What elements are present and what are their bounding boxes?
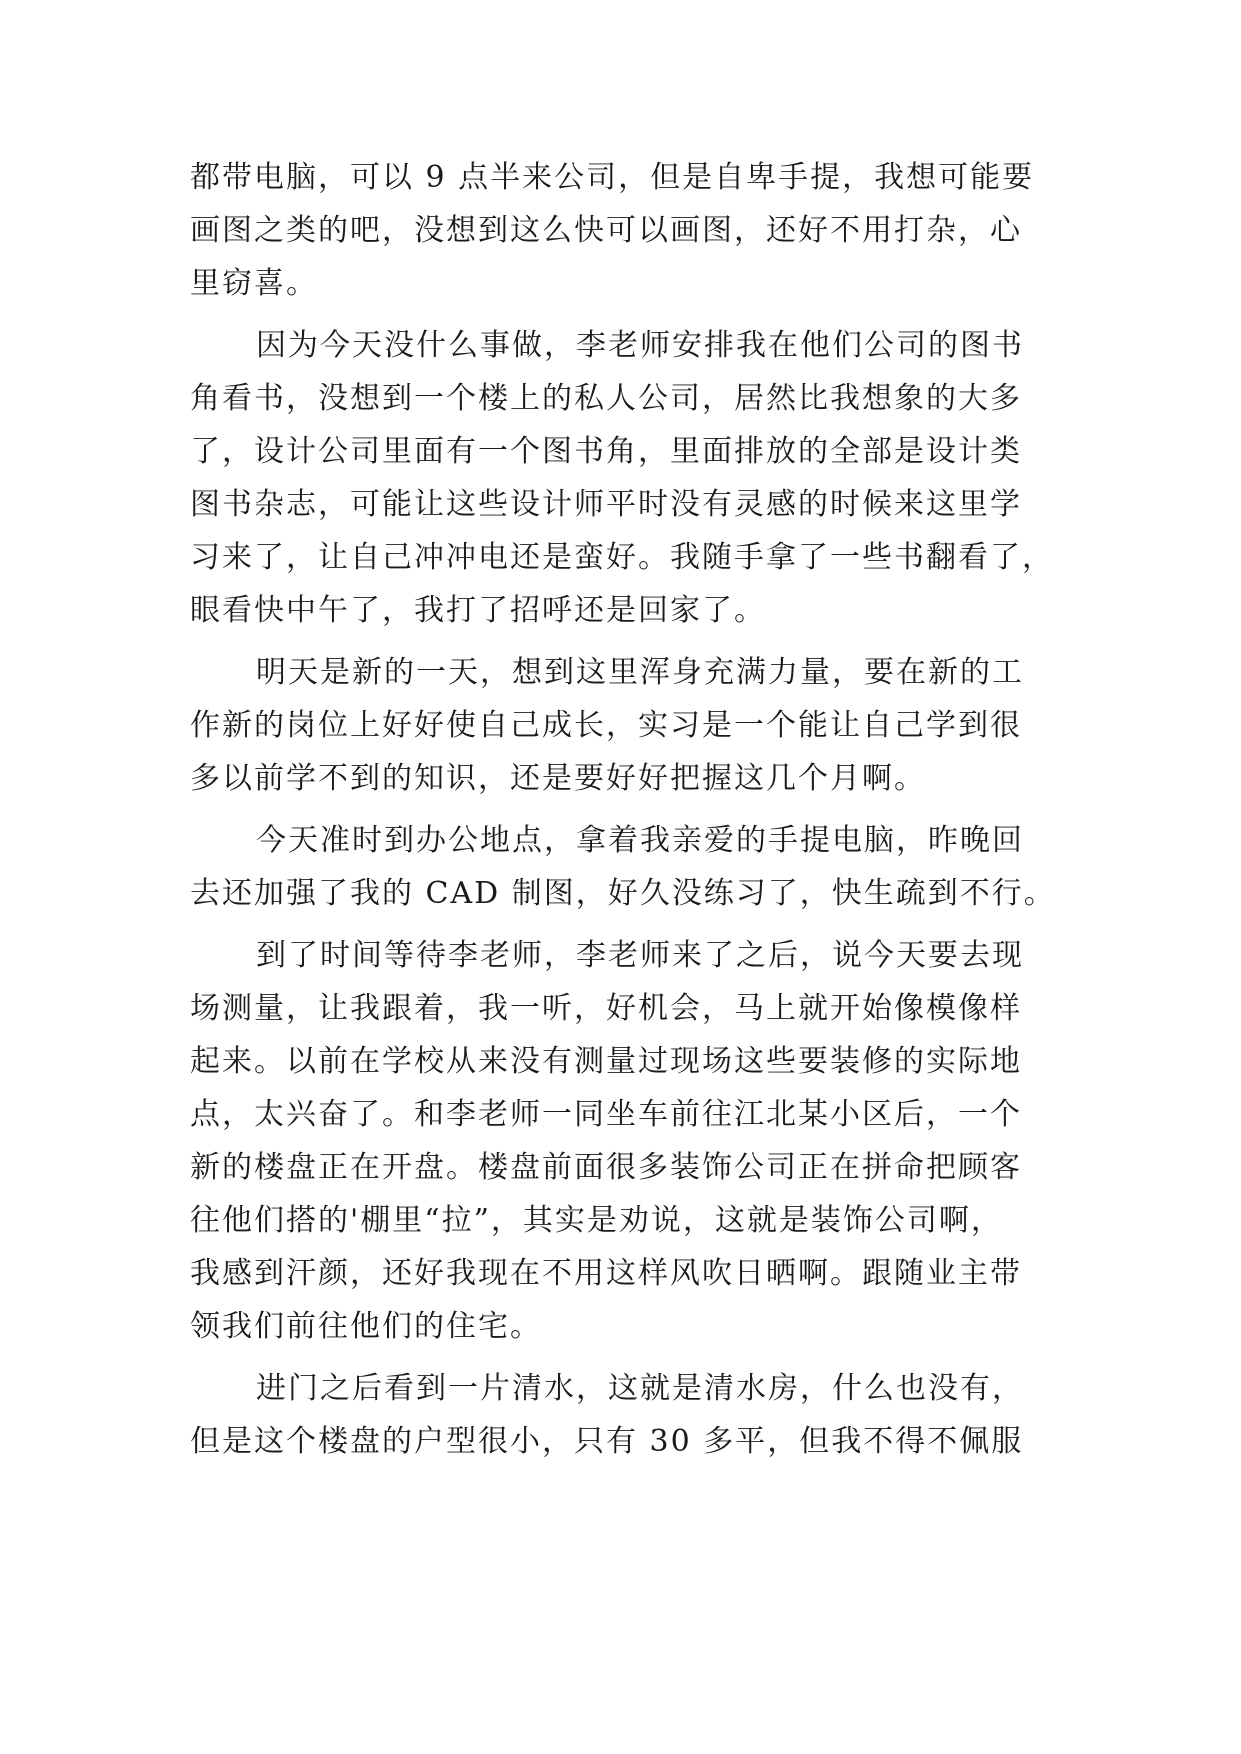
text-line: 角看书，没想到一个楼上的私人公司，居然比我想象的大多 — [190, 381, 1022, 416]
text-line: 里窃喜。 — [190, 266, 318, 301]
paragraph-start-line: 明天是新的一天，想到这里浑身充满力量，要在新的工 — [256, 655, 1024, 690]
text-line: 习来了，让自己冲冲电还是蛮好。我随手拿了一些书翻看了， — [190, 540, 1054, 575]
paragraph-start-line: 今天准时到办公地点，拿着我亲爱的手提电脑，昨晚回 — [256, 823, 1024, 858]
text-line: 图书杂志，可能让这些设计师平时没有灵感的时候来这里学 — [190, 487, 1022, 522]
text-line: 点，太兴奋了。和李老师一同坐车前往江北某小区后，一个 — [190, 1097, 1022, 1132]
text-line: 都带电脑，可以 9 点半来公司，但是自卑手提，我想可能要 — [190, 160, 1035, 195]
text-line: 领我们前往他们的住宅。 — [190, 1309, 542, 1344]
text-line: 作新的岗位上好好使自己成长，实习是一个能让自己学到很 — [190, 708, 1022, 743]
paragraph-start-line: 到了时间等待李老师，李老师来了之后，说今天要去现 — [256, 938, 1024, 973]
text-line: 画图之类的吧，没想到这么快可以画图，还好不用打杂，心 — [190, 213, 1022, 248]
text-line: 去还加强了我的 CAD 制图，好久没练习了，快生疏到不行。 — [190, 876, 1056, 911]
paragraph-start-line: 因为今天没什么事做，李老师安排我在他们公司的图书 — [256, 328, 1024, 363]
text-line: 我感到汗颜，还好我现在不用这样风吹日晒啊。跟随业主带 — [190, 1256, 1022, 1291]
text-line: 多以前学不到的知识，还是要好好把握这几个月啊。 — [190, 761, 926, 796]
text-line: 往他们搭的'棚里“拉”，其实是劝说，这就是装饰公司啊， — [190, 1203, 1003, 1238]
text-line: 起来。以前在学校从来没有测量过现场这些要装修的实际地 — [190, 1044, 1022, 1079]
text-line: 新的楼盘正在开盘。楼盘前面很多装饰公司正在拼命把顾客 — [190, 1150, 1022, 1185]
text-line: 但是这个楼盘的户型很小，只有 30 多平，但我不得不佩服 — [190, 1424, 1024, 1459]
paragraph-start-line: 进门之后看到一片清水，这就是清水房，什么也没有， — [256, 1371, 1024, 1406]
text-line: 眼看快中午了，我打了招呼还是回家了。 — [190, 593, 766, 628]
text-line: 了，设计公司里面有一个图书角，里面排放的全部是设计类 — [190, 434, 1022, 469]
text-line: 场测量，让我跟着，我一听，好机会，马上就开始像模像样 — [190, 991, 1022, 1026]
